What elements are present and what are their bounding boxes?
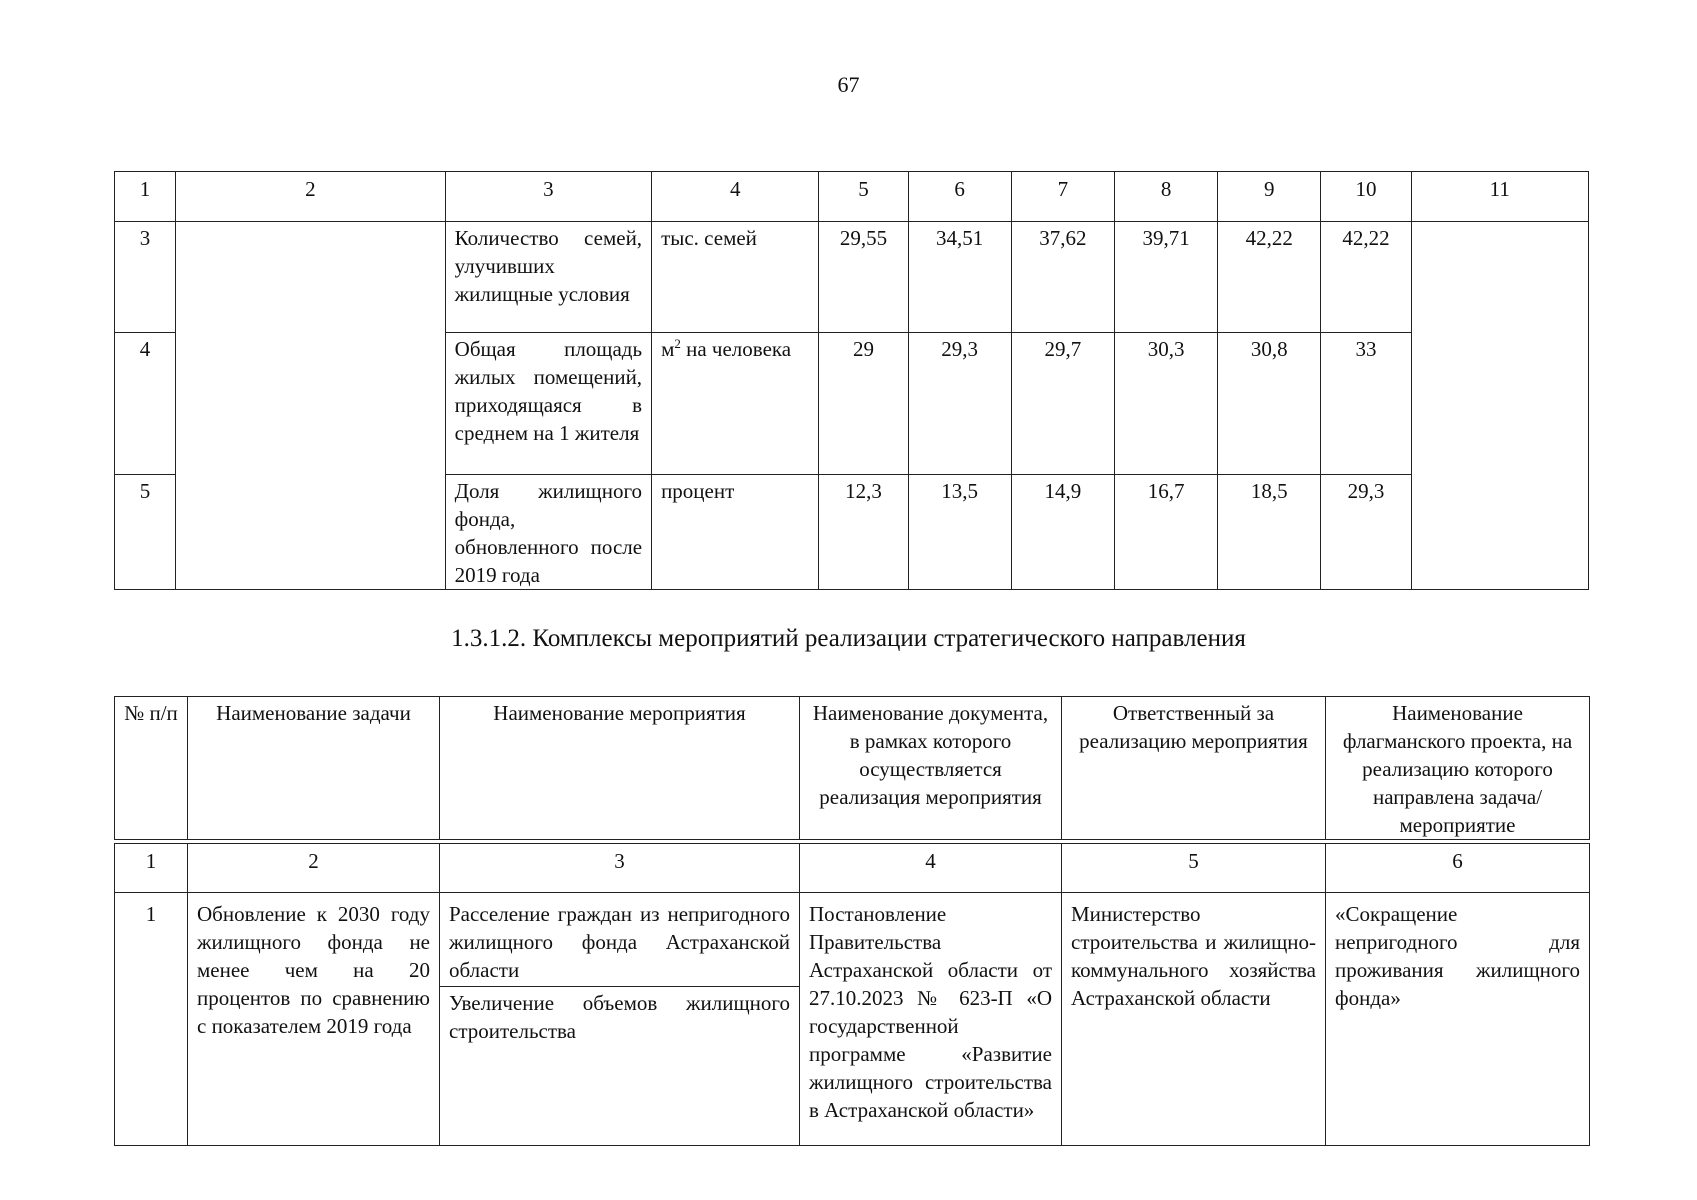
header-cell: 7 bbox=[1011, 172, 1114, 222]
unit-prefix: м bbox=[661, 337, 675, 361]
table-header-row bbox=[115, 172, 1589, 222]
indicators-table bbox=[114, 171, 1589, 590]
row-number: 1 bbox=[115, 893, 188, 1146]
header-cell: 3 bbox=[445, 172, 651, 222]
empty-cell bbox=[176, 222, 446, 590]
task-name: Обновление к 2030 году жилищного фонда не менее чем на 20 процентов по сравнению с показателем 2019 года bbox=[188, 893, 440, 1146]
header-cell: 1 bbox=[115, 844, 188, 893]
activities-header-table bbox=[114, 696, 1590, 840]
header-cell: 6 bbox=[908, 172, 1011, 222]
header-cell: Ответственный за реализацию мероприятия bbox=[1062, 697, 1326, 840]
project-name: «Сокращение непригодного для проживания жилищного фонда» bbox=[1326, 893, 1590, 1146]
header-cell: 11 bbox=[1411, 172, 1588, 222]
value-cell: 18,5 bbox=[1218, 475, 1321, 590]
value-cell: 16,7 bbox=[1114, 475, 1217, 590]
header-cell: 1 bbox=[115, 172, 176, 222]
value-cell: 30,3 bbox=[1114, 333, 1217, 475]
header-cell: 4 bbox=[800, 844, 1062, 893]
activities-table bbox=[114, 843, 1590, 1146]
table-header-row bbox=[115, 697, 1590, 840]
indicator-unit: процент bbox=[652, 475, 819, 590]
value-cell: 29,7 bbox=[1011, 333, 1114, 475]
header-cell: 9 bbox=[1218, 172, 1321, 222]
row-number: 5 bbox=[115, 475, 176, 590]
header-cell: Наименование флагманского проекта, на реализацию которого направлена задача/мероприятие bbox=[1326, 697, 1590, 840]
document-name: Постановление Правительства Астраханской области от 27.10.2023 № 623-П «О государственной программе «Развитие жилищного строительства в Астраханской области» bbox=[800, 893, 1062, 1146]
indicator-unit bbox=[652, 333, 819, 475]
header-cell: № п/п bbox=[115, 697, 188, 840]
table-row bbox=[115, 893, 1590, 1146]
activities-cell bbox=[440, 893, 800, 1146]
activity-name: Увеличение объемов жилищного строительства bbox=[440, 986, 799, 1047]
table-row bbox=[115, 222, 1589, 333]
value-cell: 42,22 bbox=[1218, 222, 1321, 333]
value-cell: 37,62 bbox=[1011, 222, 1114, 333]
value-cell: 33 bbox=[1321, 333, 1411, 475]
value-cell: 29 bbox=[819, 333, 908, 475]
value-cell: 29,55 bbox=[819, 222, 908, 333]
indicator-name: Доля жилищного фонда, обновленного после 2019 года bbox=[445, 475, 651, 590]
responsible-name: Министерство строительства и жилищно-коммунального хозяйства Астраханской области bbox=[1062, 893, 1326, 1146]
indicator-name: Количество семей, улучивших жилищные условия bbox=[445, 222, 651, 333]
value-cell: 29,3 bbox=[1321, 475, 1411, 590]
page-number: 67 bbox=[837, 72, 860, 97]
header-cell: Наименование мероприятия bbox=[440, 697, 800, 840]
header-cell: 3 bbox=[440, 844, 800, 893]
header-cell: 5 bbox=[1062, 844, 1326, 893]
value-cell: 29,3 bbox=[908, 333, 1011, 475]
value-cell: 14,9 bbox=[1011, 475, 1114, 590]
empty-cell bbox=[1411, 222, 1588, 590]
unit-suffix: на человека bbox=[680, 337, 792, 361]
value-cell: 42,22 bbox=[1321, 222, 1411, 333]
unit-superscript: 2 bbox=[674, 336, 681, 351]
header-cell: 10 bbox=[1321, 172, 1411, 222]
indicator-name: Общая площадь жилых помещений, приходящаяся в среднем на 1 жителя bbox=[445, 333, 651, 475]
activity-name: Расселение граждан из непригодного жилищного фонда Астраханской области bbox=[449, 902, 790, 982]
value-cell: 39,71 bbox=[1114, 222, 1217, 333]
value-cell: 12,3 bbox=[819, 475, 908, 590]
header-cell: Наименование документа, в рамках которого осуществляется реализация мероприятия bbox=[800, 697, 1062, 840]
indicator-unit: тыс. семей bbox=[652, 222, 819, 333]
section-title: 1.3.1.2. Комплексы мероприятий реализации стратегического направления bbox=[451, 625, 1246, 652]
header-cell: 4 bbox=[652, 172, 819, 222]
header-cell: 6 bbox=[1326, 844, 1590, 893]
header-cell: 2 bbox=[188, 844, 440, 893]
row-number: 3 bbox=[115, 222, 176, 333]
header-cell: 5 bbox=[819, 172, 908, 222]
header-cell: 2 bbox=[176, 172, 446, 222]
header-cell: 8 bbox=[1114, 172, 1217, 222]
value-cell: 30,8 bbox=[1218, 333, 1321, 475]
column-number-row bbox=[115, 844, 1590, 893]
row-number: 4 bbox=[115, 333, 176, 475]
header-cell: Наименование задачи bbox=[188, 697, 440, 840]
value-cell: 34,51 bbox=[908, 222, 1011, 333]
value-cell: 13,5 bbox=[908, 475, 1011, 590]
